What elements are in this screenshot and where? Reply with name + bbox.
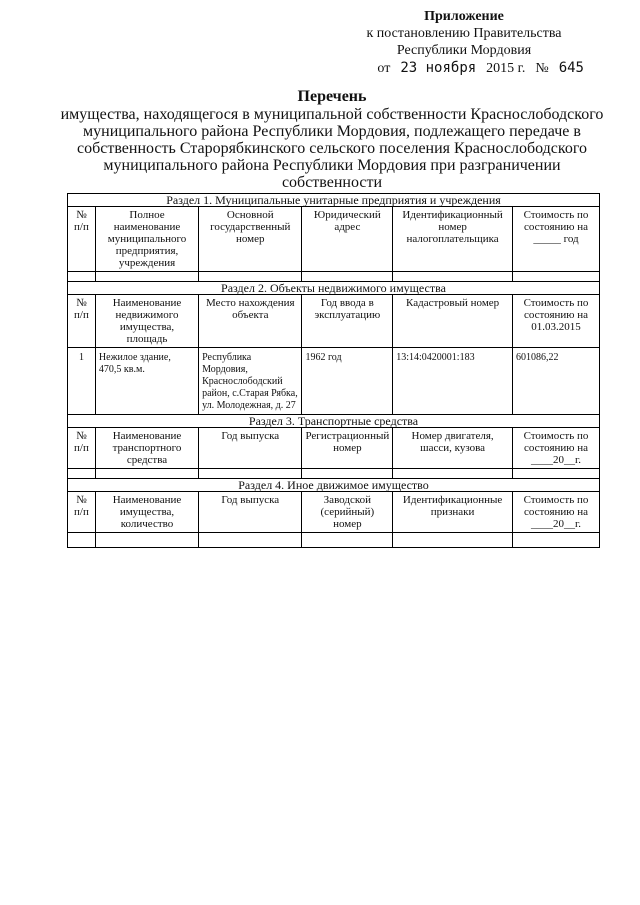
property-location: Республика Мордовия, Краснослободский район, с.Старая Рябка, ул. Молодежная, д. 27 bbox=[199, 348, 302, 415]
appendix-line1: к постановлению Правительства bbox=[366, 26, 562, 41]
section1-header-row bbox=[68, 207, 600, 272]
number-sign: № bbox=[535, 61, 549, 76]
section3-header-row bbox=[68, 428, 600, 469]
section3-title: Раздел 3. Транспортные средства bbox=[68, 415, 600, 428]
section2-title: Раздел 2. Объекты недвижимого имущества bbox=[68, 282, 600, 295]
cadastral-number: 13:14:0420001:183 bbox=[393, 348, 513, 415]
section4-col: Год выпуска bbox=[199, 492, 302, 533]
section3-col: Регистрационный номер bbox=[302, 428, 393, 469]
section3-col: Номер двигателя, шасси, кузова bbox=[393, 428, 513, 469]
section3-col: Наименование транспортного средства bbox=[95, 428, 198, 469]
appendix-title: Приложение bbox=[424, 9, 504, 24]
section3-title-row bbox=[68, 415, 600, 428]
property-table bbox=[67, 193, 600, 548]
section2-col: Кадастровый номер bbox=[393, 295, 513, 348]
section2-col: Место нахождения объекта bbox=[199, 295, 302, 348]
appendix-date-line bbox=[344, 60, 584, 77]
section2-header-row bbox=[68, 295, 600, 348]
section1-col: Юридический адрес bbox=[302, 207, 393, 272]
date-value: 23 ноября bbox=[400, 60, 477, 76]
document-title: Перечень bbox=[297, 88, 367, 105]
section2-col: Стоимость по состоянию на 01.03.2015 bbox=[512, 295, 599, 348]
document-subtitle: имущества, находящегося в муниципальной собственности Краснослободского муниципального района Республики Мордовия, подлежащего передаче в собственность Старорябкинского сельского поселения Краснослободского муниципального района Республики Мордовия при разграничении собственности bbox=[60, 106, 604, 191]
property-value: 601086,22 bbox=[512, 348, 599, 415]
section1-col: Основной государственный номер bbox=[199, 207, 302, 272]
section2-col: Год ввода в эксплуатацию bbox=[302, 295, 393, 348]
section4-col: № п/п bbox=[68, 492, 96, 533]
section3-col: № п/п bbox=[68, 428, 96, 469]
section4-title-row bbox=[68, 479, 600, 492]
section4-empty-row bbox=[68, 533, 600, 548]
year-value: 2015 г. bbox=[486, 61, 526, 76]
section3-col: Год выпуска bbox=[199, 428, 302, 469]
section1-title: Раздел 1. Муниципальные унитарные предприятия и учреждения bbox=[68, 194, 600, 207]
section4-title: Раздел 4. Иное движимое имущество bbox=[68, 479, 600, 492]
section1-empty-row bbox=[68, 272, 600, 282]
section3-empty-row bbox=[68, 469, 600, 479]
section2-col: № п/п bbox=[68, 295, 96, 348]
section2-col: Наименование недвижимого имущества, площадь bbox=[95, 295, 198, 348]
section4-col: Наименование имущества, количество bbox=[95, 492, 198, 533]
section2-title-row bbox=[68, 282, 600, 295]
section4-header-row bbox=[68, 492, 600, 533]
appendix-header bbox=[344, 8, 584, 77]
commission-year: 1962 год bbox=[302, 348, 393, 415]
date-from-label: от bbox=[377, 61, 391, 76]
appendix-line2: Республики Мордовия bbox=[396, 43, 532, 58]
table-row bbox=[68, 348, 600, 415]
row-number: 1 bbox=[68, 348, 96, 415]
section4-col: Стоимость по состоянию на ____20__г. bbox=[512, 492, 599, 533]
section4-col: Идентификационные признаки bbox=[393, 492, 513, 533]
section1-col: № п/п bbox=[68, 207, 96, 272]
section1-title-row bbox=[68, 194, 600, 207]
section1-col: Полное наименование муниципального предприятия, учреждения bbox=[95, 207, 198, 272]
section1-col: Идентификационный номер налогоплательщика bbox=[393, 207, 513, 272]
section1-col: Стоимость по состоянию на _____ год bbox=[512, 207, 599, 272]
document-title-block bbox=[52, 88, 612, 191]
section4-col: Заводской (серийный) номер bbox=[302, 492, 393, 533]
property-name: Нежилое здание, 470,5 кв.м. bbox=[95, 348, 198, 415]
section3-col: Стоимость по состоянию на ____20__г. bbox=[512, 428, 599, 469]
number-value: 645 bbox=[558, 60, 584, 76]
